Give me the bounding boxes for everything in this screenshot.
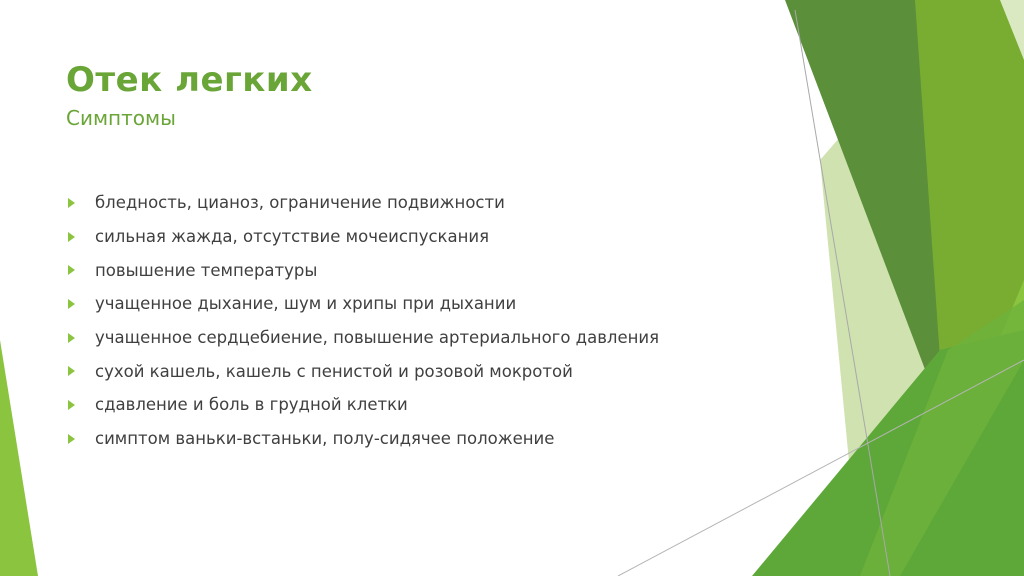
list-item-text: сильная жажда, отсутствие мочеиспускания [95, 227, 490, 247]
triangle-right-icon [68, 434, 75, 444]
list-item [68, 388, 659, 422]
list-item [68, 287, 659, 321]
slide-subtitle: Симптомы [66, 106, 176, 130]
slide-title: Отек легких [66, 60, 313, 100]
list-item-text: сдавление и боль в грудной клетки [95, 395, 408, 415]
list-item [68, 422, 659, 456]
list-item-text: повышение температуры [95, 260, 318, 280]
triangle-right-icon [68, 265, 75, 275]
triangle-right-icon [68, 198, 75, 208]
triangle-right-icon [68, 366, 75, 376]
triangle-right-icon [68, 232, 75, 242]
list-item-text: сухой кашель, кашель с пенистой и розовой мокротой [95, 361, 573, 381]
list-item [68, 253, 659, 287]
triangle-right-icon [68, 299, 75, 309]
list-item [68, 186, 659, 220]
list-item [68, 321, 659, 355]
list-item-text: учащенное сердцебиение, повышение артериального давления [95, 328, 660, 348]
list-item-text: учащенное дыхание, шум и хрипы при дыхании [95, 294, 517, 314]
symptom-list [68, 186, 659, 456]
list-item [68, 354, 659, 388]
list-item [68, 220, 659, 254]
list-item-text: симптом ваньки-встаньки, полу-сидячее положение [95, 429, 555, 449]
triangle-right-icon [68, 333, 75, 343]
left-accent-shape [0, 340, 38, 576]
triangle-right-icon [68, 400, 75, 410]
list-item-text: бледность, цианоз, ограничение подвижности [95, 193, 505, 213]
